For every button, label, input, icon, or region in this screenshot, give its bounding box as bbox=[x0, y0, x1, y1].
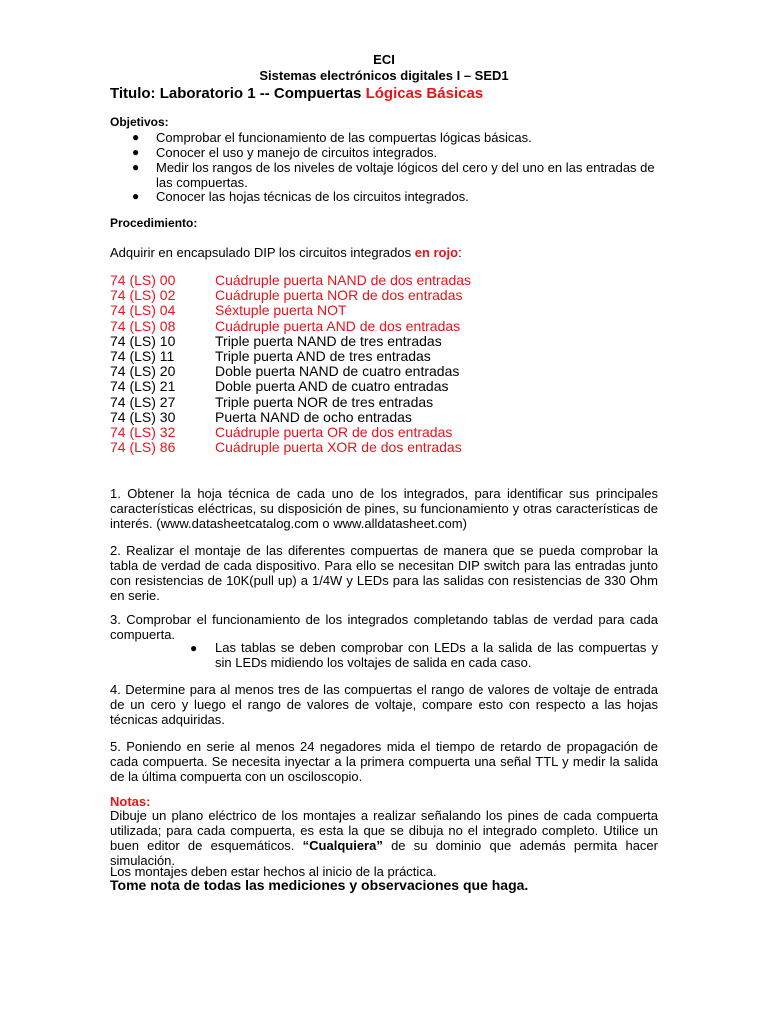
notes-paragraph bbox=[110, 808, 658, 868]
ic-code: 74 (LS) 10 bbox=[110, 332, 176, 349]
ic-description: Doble puerta AND de cuatro entradas bbox=[215, 378, 449, 395]
objectives-heading: Objetivos: bbox=[110, 115, 169, 129]
ic-code: 74 (LS) 02 bbox=[110, 287, 176, 304]
ic-code: 74 (LS) 30 bbox=[110, 408, 176, 425]
document-title bbox=[110, 85, 483, 102]
step-5: 5. Poniendo en serie al menos 24 negadores mida el tiempo de retardo de propagación de cada compuerta. Se necesita inyectar a la primera compuerta una señal TTL y medir la salida de la última compuerta con un osciloscopio. bbox=[110, 739, 658, 784]
procedure-heading: Procedimiento: bbox=[110, 216, 198, 230]
bullet-icon: ● bbox=[132, 160, 140, 174]
ic-description: Cuádruple puerta AND de dos entradas bbox=[215, 317, 461, 334]
procedure-intro-red: en rojo bbox=[414, 245, 459, 260]
notes-heading: Notas: bbox=[110, 794, 151, 809]
ic-code: 74 (LS) 20 bbox=[110, 363, 176, 380]
ic-description: Cuádruple puerta NAND de dos entradas bbox=[215, 272, 472, 288]
ic-description: Puerta NAND de ocho entradas bbox=[215, 408, 412, 425]
objective-item: Conocer las hojas técnicas de los circuitos integrados. bbox=[156, 189, 469, 204]
step-1: 1. Obtener la hoja técnica de cada uno de los integrados, para identificar sus principales características eléctricas, su disposición de pines, su funcionamiento y otras características de interés. (www.datasheetcatalog.com o www.alldatasheet.com) bbox=[110, 486, 658, 531]
notes-text-bold: “Cualquiera” bbox=[302, 838, 383, 853]
objective-item: Conocer el uso y manejo de circuitos integrados. bbox=[156, 145, 438, 160]
bullet-icon: ● bbox=[190, 641, 198, 655]
step-3: 3. Comprobar el funcionamiento de los integrados completando tablas de verdad para cada compuerta. bbox=[110, 612, 658, 642]
procedure-intro-suffix: : bbox=[458, 245, 462, 260]
step-2: 2. Realizar el montaje de las diferentes compuertas de manera que se pueda comprobar la tabla de verdad de cada dispositivo. Para ello se necesitan DIP switch para las entradas junto con resistencias de 10K(pull up) a 1/4W y LEDs para las salidas con resistencias de 330 Ohm en serie. bbox=[110, 543, 658, 603]
notes-final: Tome nota de todas las mediciones y observaciones que haga. bbox=[110, 877, 529, 893]
ic-code: 74 (LS) 04 bbox=[110, 302, 176, 319]
ic-description: Cuádruple puerta XOR de dos entradas bbox=[215, 439, 462, 456]
step-3-bullet: Las tablas se deben comprobar con LEDs a la salida de las compuertas y sin LEDs midiendo los voltajes de salida en cada caso. bbox=[215, 640, 658, 670]
notes-text-b: de su dominio que además permita hacer simulación. bbox=[110, 838, 658, 868]
notes-line-2: Los montajes deben estar hechos al inicio de la práctica. bbox=[110, 864, 437, 879]
ic-description: Cuádruple puerta OR de dos entradas bbox=[215, 424, 453, 440]
bullet-icon: ● bbox=[132, 189, 140, 203]
ic-description: Triple puerta NOR de tres entradas bbox=[215, 393, 434, 410]
objective-item: Comprobar el funcionamiento de las compuertas lógicas básicas. bbox=[156, 130, 532, 145]
ic-code: 74 (LS) 08 bbox=[110, 317, 176, 334]
ic-code: 74 (LS) 86 bbox=[110, 439, 176, 456]
ic-code: 74 (LS) 32 bbox=[110, 424, 176, 440]
ic-code: 74 (LS) 11 bbox=[110, 348, 175, 364]
step-4: 4. Determine para al menos tres de las compuertas el rango de valores de voltaje de entrada de un cero y luego el rango de valores de voltaje, compare esto con respecto a las hojas técnicas adquiridas. bbox=[110, 682, 658, 727]
ic-description: Doble puerta NAND de cuatro entradas bbox=[215, 363, 460, 380]
ic-code: 74 (LS) 00 bbox=[110, 272, 176, 288]
bullet-icon: ● bbox=[132, 145, 140, 159]
header-line-2: Sistemas electrónicos digitales I – SED1 bbox=[259, 68, 509, 83]
ic-description: Triple puerta AND de tres entradas bbox=[215, 348, 431, 364]
ic-description: Triple puerta NAND de tres entradas bbox=[215, 332, 442, 349]
ic-description: Séxtuple puerta NOT bbox=[215, 302, 347, 319]
ic-description: Cuádruple puerta NOR de dos entradas bbox=[215, 287, 463, 304]
title-prefix: Titulo: Laboratorio 1 -- Compuertas bbox=[110, 85, 366, 102]
ic-code: 74 (LS) 21 bbox=[110, 378, 176, 395]
objective-item-continuation: las compuertas. bbox=[156, 175, 248, 190]
ic-code: 74 (LS) 27 bbox=[110, 393, 176, 410]
procedure-intro bbox=[110, 245, 462, 260]
procedure-intro-prefix: Adquirir en encapsulado DIP los circuitos integrados bbox=[110, 245, 415, 260]
bullet-icon: ● bbox=[132, 130, 140, 144]
notes-text-a: Dibuje un plano eléctrico de los montajes a realizar señalando los pines de cada compuerta utilizada; para cada compuerta, es esta la que se dibuja no el integrado completo. Utilice un buen editor de esquemáticos. bbox=[110, 808, 658, 853]
objective-item: Medir los rangos de los niveles de voltaje lógicos del cero y del uno en las entradas de bbox=[156, 160, 655, 175]
title-red: Lógicas Básicas bbox=[365, 85, 484, 102]
header-line-1: ECI bbox=[373, 52, 395, 67]
